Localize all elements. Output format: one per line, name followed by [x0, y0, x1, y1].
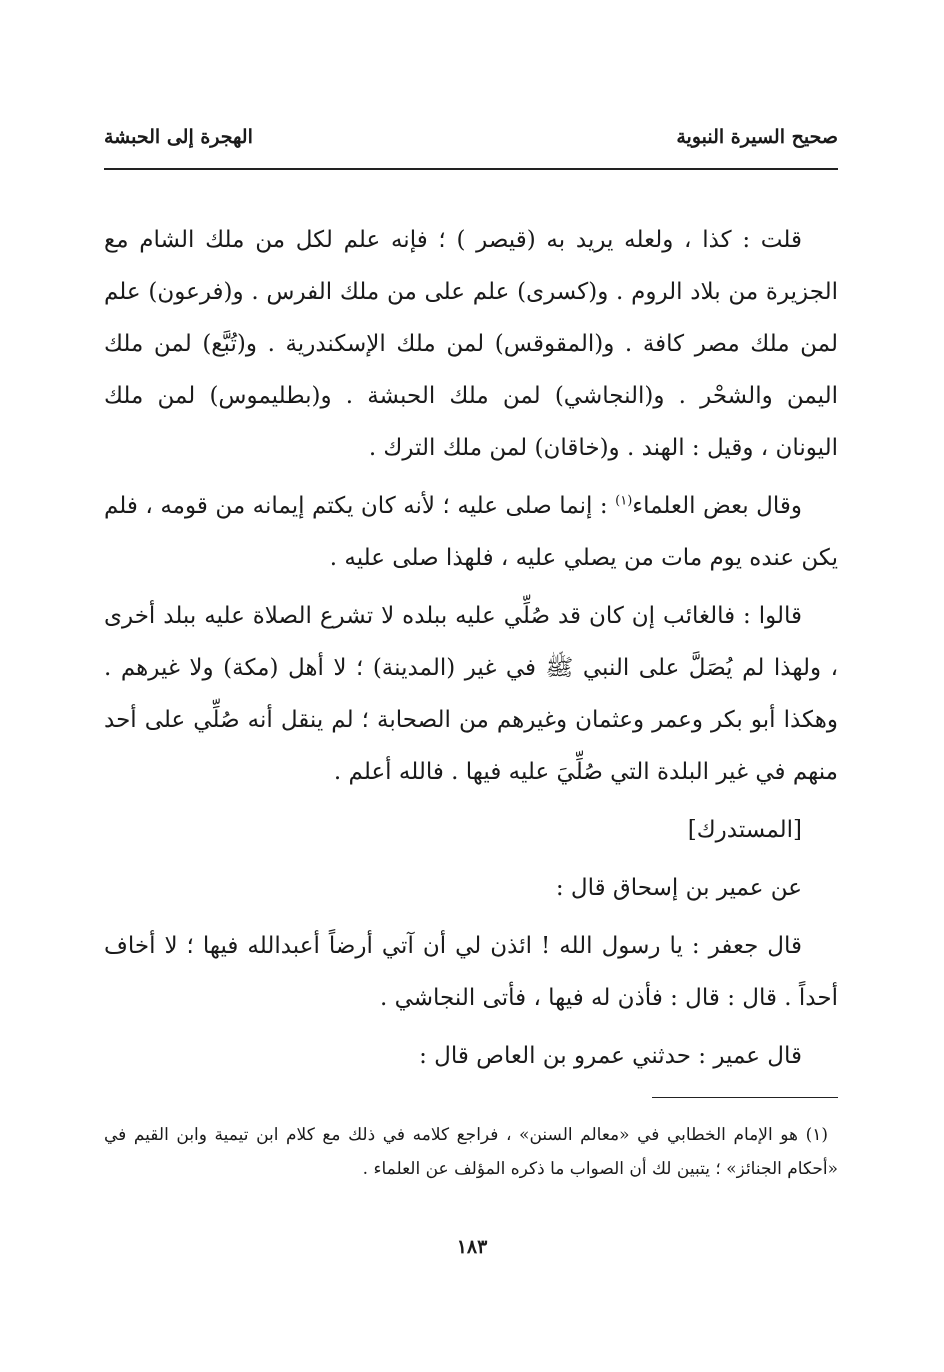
paragraph-text: وقال بعض العلماء [632, 493, 802, 519]
main-text [104, 214, 838, 1082]
footnotes [104, 1118, 838, 1186]
book-title: صحيح السيرة النبوية [676, 126, 838, 148]
footnote-rule [652, 1097, 838, 1098]
footnote-reference[interactable]: (١) [615, 493, 633, 509]
paragraph-scholars-opinion [104, 480, 838, 584]
page-number: ١٨٣ [456, 1236, 488, 1258]
paragraph-amr-narration: قال عمير : حدثني عمرو بن العاص قال : [419, 1043, 802, 1069]
header-rule [104, 168, 838, 170]
paragraph-absent-prayer: قالوا : فالغائب إن كان قد صُلِّي عليه ببلده لا تشرع الصلاة عليه ببلد أخرى ، ولهذا لم يُصَلَّ على النبي ﷺ في غير (المدينة) ؛ لا أهل (مكة) ولا غيرهم . وهكذا أبو بكر وعمر وعثمان وغيرهم من الصحابة ؛ لم ينقل أنه صُلِّي على أحد منهم في غير البلدة التي صُلِّيَ عليه فيها . فالله أعلم . [104, 603, 838, 785]
chapter-title: الهجرة إلى الحبشة [104, 126, 253, 148]
paragraph-jafar-narration: قال جعفر : يا رسول الله ! ائذن لي أن آتي أرضاً أعبدالله فيها ؛ لا أخاف أحداً . قال : قال : فأذن له فيها ، فأتى النجاشي . [104, 933, 838, 1011]
paragraph-text: : إنما صلى عليه ؛ لأنه كان يكتم إيمانه من قومه ، فلم يكن عنده يوم مات من يصلي عليه ، فلهذا صلى عليه . [104, 493, 838, 571]
section-heading-mustadrak: [المستدرك] [687, 817, 802, 843]
footnote-1: (١) هو الإمام الخطابي في «معالم السنن» ، فراجع كلامه في ذلك مع كلام ابن تيمية وابن القيم في «أحكام الجنائز» ؛ يتبين لك أن الصواب ما ذكره المؤلف عن العلماء . [104, 1125, 838, 1179]
paragraph-narration-intro: عن عمير بن إسحاق قال : [555, 875, 802, 901]
paragraph-kings-titles: قلت : كذا ، ولعله يريد به (قيصر ) ؛ فإنه علم لكل من ملك الشام مع الجزيرة من بلاد الروم . و(كسرى) علم على من ملك الفرس . و(فرعون) علم لمن ملك مصر كافة . و(المقوقس) لمن ملك الإسكندرية . و(تُبَّع) لمن ملك اليمن والشحْر . و(النجاشي) لمن ملك الحبشة . و(بطليموس) لمن ملك اليونان ، وقيل : الهند . و(خاقان) لمن ملك الترك . [104, 227, 838, 461]
running-header [104, 126, 838, 162]
